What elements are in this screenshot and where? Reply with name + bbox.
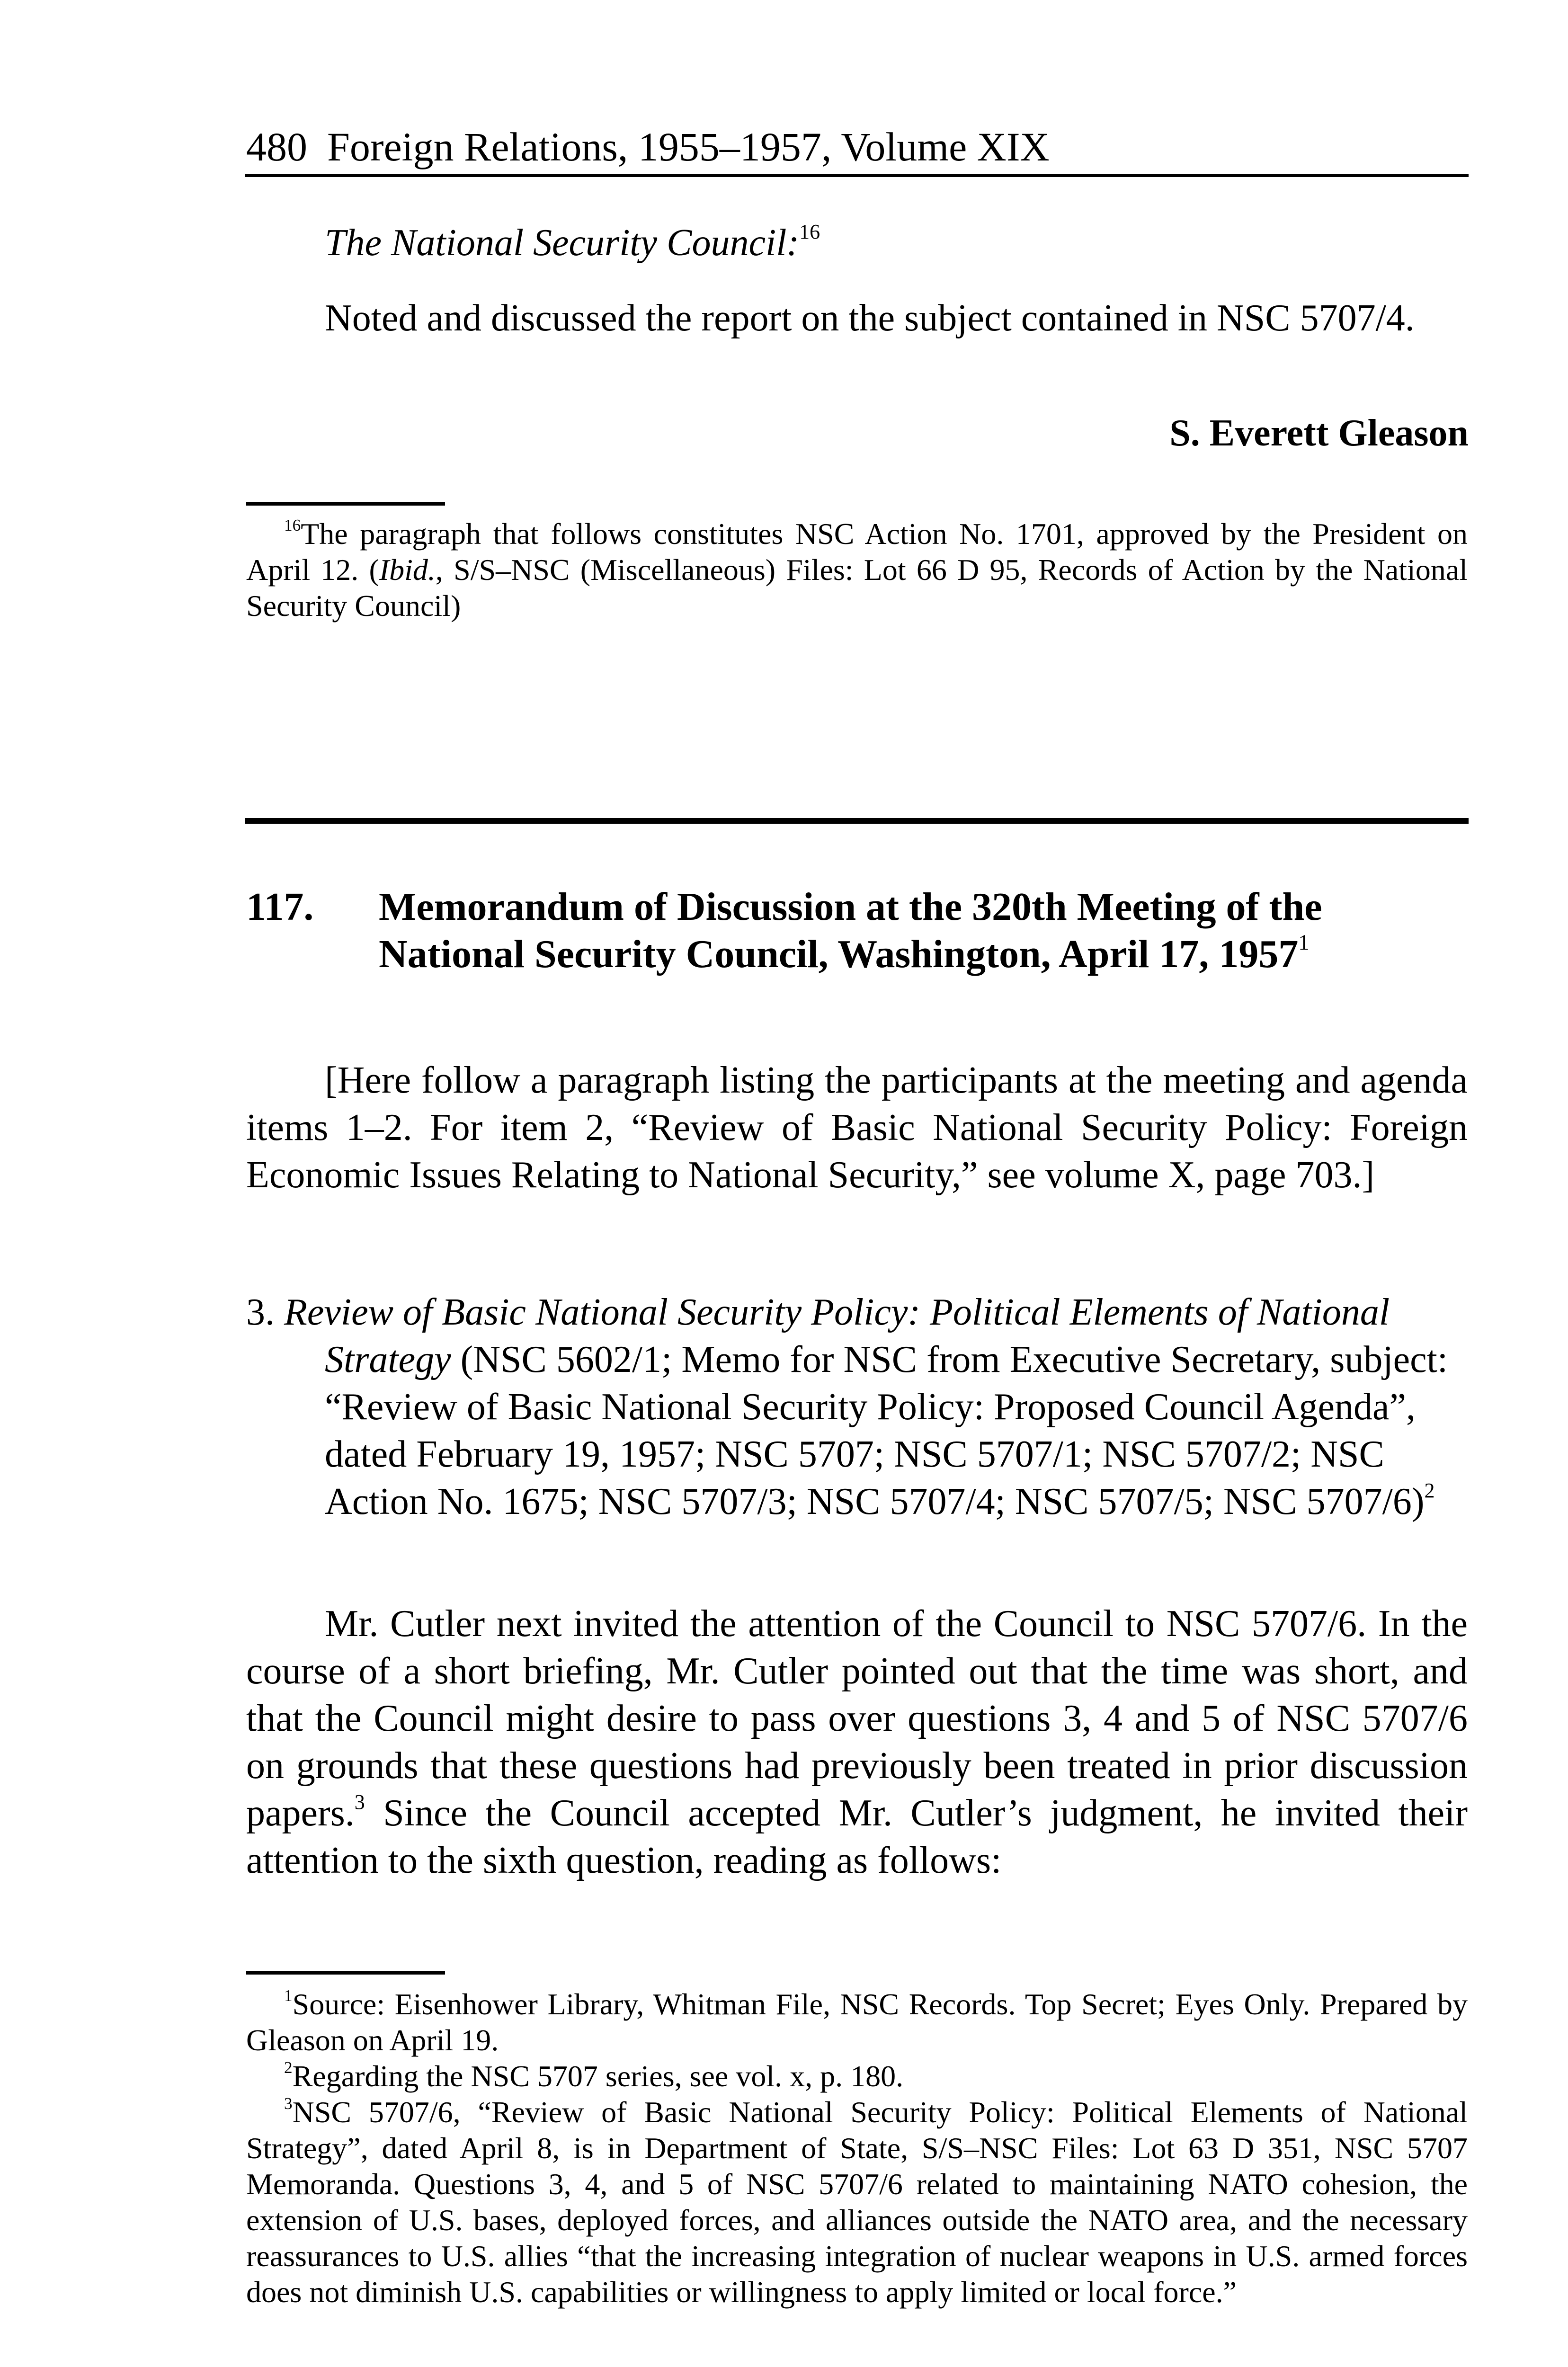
publication-title: Foreign Relations, 1955–1957, Volume XIX bbox=[327, 124, 1050, 169]
document-heading bbox=[246, 883, 1468, 978]
agenda-item-title: Review of Basic National Security Policy: Political Elements of National Strategy bbox=[284, 1291, 1390, 1380]
footnote-3-text: NSC 5707/6, “Review of Basic National Security Policy: Political Elements of National Strategy”, dated April 8, is in Department of State, S/S–NSC Files: Lot 63 D 351, NSC 5707 Memoranda. Questions 3, 4, and 5 of NSC 5707/6 related to maintaining NATO cohesion, the extension of U.S. bases, deployed forces, and alliances outside the NATO area, and the necessary reassurances to U.S. allies “that the increasing integration of nuclear weapons in U.S. armed forces does not diminish U.S. capabilities or willingness to apply limited or local force.” bbox=[246, 2095, 1468, 2309]
footnote-2-text: Regarding the NSC 5707 series, see vol. x, p. 180. bbox=[292, 2059, 904, 2093]
footnote-3 bbox=[246, 2094, 1468, 2310]
footnote-ref-3: 3 bbox=[354, 1790, 365, 1814]
footnote-3-marker: 3 bbox=[284, 2094, 293, 2113]
noted-paragraph: Noted and discussed the report on the subject contained in NSC 5707/4. bbox=[325, 297, 1415, 339]
document-number: 117. bbox=[246, 885, 314, 929]
agenda-item-3 bbox=[246, 1289, 1468, 1525]
footnote-16-text: The paragraph that follows constitutes NSC Action No. 1701, approved by the President on April 12. ( bbox=[246, 517, 1468, 587]
footnote-1-text: Source: Eisenhower Library, Whitman File, NSC Records. Top Secret; Eyes Only. Prepared by Gleason on April 19. bbox=[246, 1987, 1468, 2057]
nsc-heading bbox=[325, 222, 820, 265]
cutler-paragraph bbox=[246, 1600, 1468, 1884]
footnote-16-text-cont: , S/S–NSC (Miscellaneous) Files: Lot 66 D 95, Records of Action by the National Security Council) bbox=[246, 553, 1468, 623]
nsc-heading-text: The National Security Council: bbox=[325, 222, 800, 264]
section-divider bbox=[245, 818, 1469, 824]
footnote-2-marker: 2 bbox=[284, 2058, 293, 2077]
document-title-wrap bbox=[379, 883, 1468, 978]
agenda-item-references: (NSC 5602/1; Memo for NSC from Executive Secretary, subject: “Review of Basic National Security Policy: Proposed Council Agenda”, dated February 19, 1957; NSC 5707; NSC 5707/1; NSC 5707/2; NSC Action No. 1675; NSC 5707/3; NSC 5707/4; NSC 5707/5; NSC 5707/6) bbox=[325, 1339, 1448, 1522]
signature: S. Everett Gleason bbox=[1169, 412, 1469, 454]
footnote-rule bbox=[246, 1971, 445, 1975]
footnote-1-marker: 1 bbox=[284, 1986, 293, 2005]
page-number: 480 bbox=[246, 124, 307, 169]
footnote-16-ibid: Ibid. bbox=[379, 553, 436, 587]
running-head bbox=[246, 121, 1468, 173]
header-rule bbox=[245, 174, 1469, 177]
footnote-rule bbox=[246, 502, 445, 506]
footnote-16 bbox=[246, 516, 1468, 624]
agenda-item-number: 3. bbox=[246, 1291, 275, 1333]
footnote-ref-2: 2 bbox=[1424, 1478, 1435, 1502]
editorial-note: [Here follow a paragraph listing the participants at the meeting and agenda items 1–2. For item 2, “Review of Basic National Security Policy: Foreign Economic Issues Relating to National Security,” see volume X, page 703.] bbox=[246, 1059, 1468, 1196]
cutler-text-1: Mr. Cutler next invited the attention of the Council to NSC 5707/6. In the course of a short briefing, Mr. Cutler pointed out that the time was short, and that the Council might desire to pass over questions 3, 4 and 5 of NSC 5707/6 on grounds that these questions had previously been treated in prior discussion papers. bbox=[246, 1603, 1468, 1834]
document-title: Memorandum of Discussion at the 320th Meeting of the National Security Council, Washington, April 17, 1957 bbox=[379, 885, 1322, 976]
footnote-16-marker: 16 bbox=[284, 516, 301, 534]
footnote-1 bbox=[246, 1986, 1468, 2058]
footnote-ref-1: 1 bbox=[1298, 930, 1310, 955]
footnote-2 bbox=[246, 2058, 1468, 2094]
footnote-ref-16: 16 bbox=[799, 220, 820, 243]
cutler-text-2: Since the Council accepted Mr. Cutler’s judgment, he invited their attention to the sixth question, reading as follows: bbox=[246, 1792, 1468, 1881]
